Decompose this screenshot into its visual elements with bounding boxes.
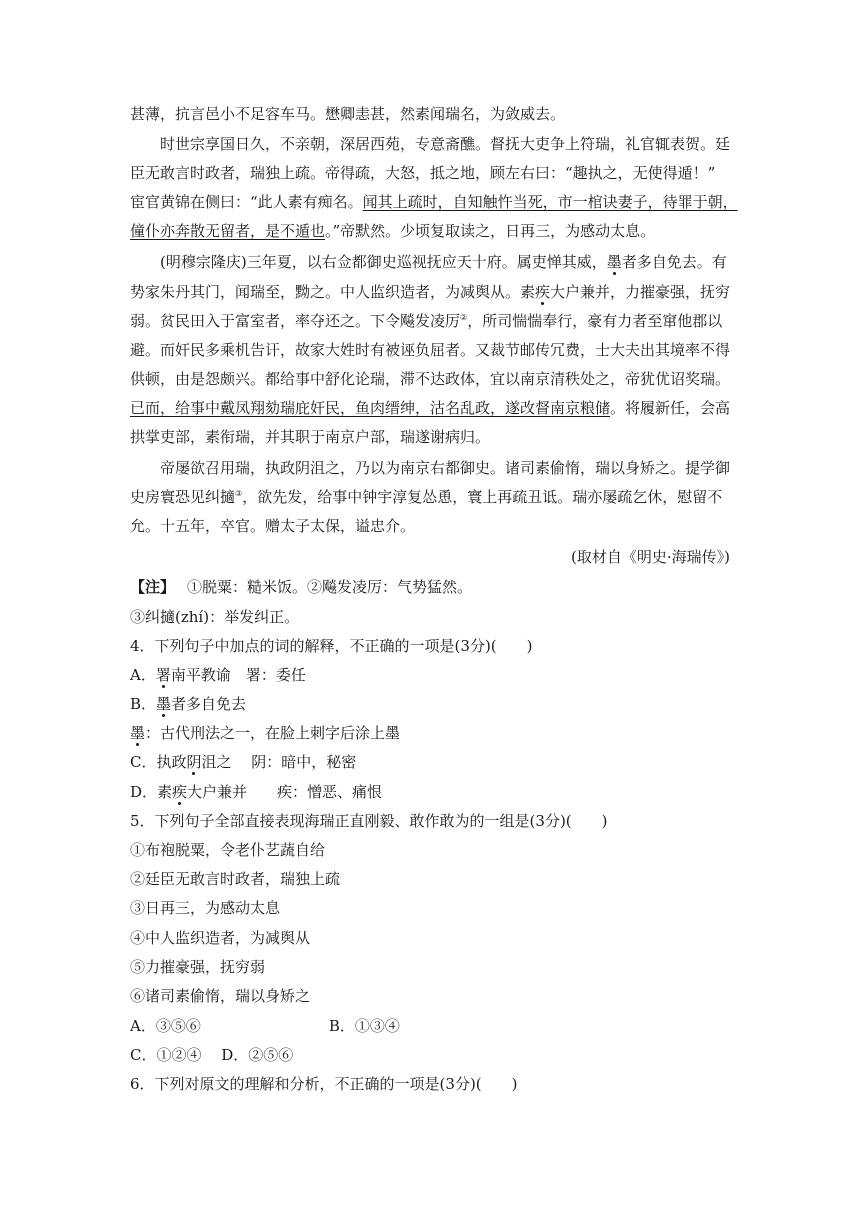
text-span: (明穆宗隆庆)三年夏，以右佥都御史巡视抚应天十府。属吏惮其威， <box>160 253 607 271</box>
option-text: ：古代刑法之一，在脸上刺字后涂上墨 <box>145 724 401 742</box>
q5-item: ⑥诸司素偷惰，瑞以身矫之 <box>130 987 311 1005</box>
text-span: 。”帝默然。少顷复取读之，日再三，为感动太息。 <box>325 222 656 240</box>
option-text: 沮之 阴：暗中，秘密 <box>201 753 357 771</box>
notes-line: ③纠擿(zhí)：举发纠正。 <box>130 608 300 626</box>
q4-option-a <box>130 664 306 686</box>
underlined-sentence: 闻其上疏时，自知触忤当死，市一棺诀妻子，待罪于朝， <box>362 193 738 211</box>
q5-item: ②廷臣无敢言时政者，瑞独上疏 <box>130 870 341 888</box>
q5-option-b: B．①③④ <box>328 1017 400 1035</box>
question-4-stem: 4．下列句子中加点的词的解释，不正确的一项是(3分)( ) <box>130 637 533 655</box>
option-label: D．素 <box>130 783 173 801</box>
text-span: 。将履新任，会高 <box>610 399 731 417</box>
text-span: 宦官黄锦在侧曰：“此人素有痴名。 <box>130 193 363 211</box>
text-span: 势家朱丹其门，闻瑞至，黝之。中人监织造者，为减舆从。素 <box>130 283 536 301</box>
text-span: ，欲先发，给事中钟宇淳复怂恿，寰上再疏丑诋。瑞亦屡疏乞休，慰留不 <box>242 488 723 506</box>
passage-line: 允。十五年，卒官。赠太子太保，谥忠介。 <box>130 517 416 535</box>
dotted-char: 疾 <box>172 783 188 801</box>
text-span: 大户兼并，力摧豪强，抚穷 <box>550 283 731 301</box>
q5-option-a: A．③⑤⑥ <box>130 1017 201 1035</box>
q4-option-d <box>130 781 382 803</box>
option-label: A． <box>130 666 156 684</box>
text-span: ，所司惴惴奉行，豪有力者至窜他郡以 <box>467 312 723 330</box>
passage-line: 避。而奸民多乘机告讦，故家大姓时有被诬负屈者。又裁节邮传冗费，士大夫出其境率不得 <box>130 341 731 359</box>
passage-line <box>130 397 730 419</box>
q5-item: ⑤力摧豪强，抚穷弱 <box>130 958 266 976</box>
q5-item: ④中人监织造者，为减舆从 <box>130 929 311 947</box>
text-span: 者多自免去。有 <box>621 253 727 271</box>
q5-options-row <box>130 1015 400 1037</box>
passage-line: 帝屡欲召用瑞，执政阴沮之，乃以为南京右都御史。诸司素偷惰，瑞以身矫之。提学御 <box>160 459 731 477</box>
option-text: 南平教谕 署：委任 <box>170 666 306 684</box>
option-label: C．执政 <box>130 753 187 771</box>
passage-line <box>130 220 655 242</box>
dotted-char: 墨 <box>606 253 622 271</box>
passage-line <box>130 281 730 303</box>
text-span: 史房寰恐见纠擿 <box>130 488 236 506</box>
text-span: 弱。贫民田入于富室者，率夺还之。下令飚发凌厉 <box>130 312 461 330</box>
passage-line: 供顿，由是怨颇兴。都给事中舒化论瑞，滞不达政体，宜以南京清秩处之，帝犹优诏奖瑞。 <box>130 370 731 388</box>
question-5-stem: 5．下列句子全部直接表现海瑞正直刚毅、敢作敢为的一组是(3分)( ) <box>130 812 608 830</box>
passage-line: 时世宗享国日久，不亲朝，深居西苑，专意斋醮。督抚大吏争上符瑞，礼官辄表贺。廷 <box>160 135 731 153</box>
option-label: B． <box>130 695 157 713</box>
passage-line: 甚薄，抗言邑小不足容车马。懋卿恚甚，然素闻瑞名，为敛威去。 <box>130 105 566 123</box>
passage-line <box>130 486 722 508</box>
q4-option-b-explanation <box>130 722 400 744</box>
q4-option-c <box>130 751 356 773</box>
q5-item: ③日再三，为感动太息 <box>130 899 281 917</box>
q5-item: ①布袍脱粟，令老仆艺蔬自给 <box>130 841 326 859</box>
q5-options-row: C．①②④ D．②⑤⑥ <box>130 1046 294 1064</box>
q4-option-b <box>130 693 246 715</box>
notes-label: 【注】 <box>130 578 176 596</box>
dotted-char: 阴 <box>186 753 202 771</box>
option-text: 大户兼并 疾：憎恶、痛恨 <box>187 783 383 801</box>
dotted-char: 疾 <box>535 283 551 301</box>
dotted-char: 署 <box>155 666 171 684</box>
note-text: ①脱粟：糙米饭。②飚发凌厉：气势猛然。 <box>187 578 473 596</box>
passage-line <box>130 191 738 213</box>
passage-line <box>130 310 722 332</box>
source-citation: (取材自《明史·海瑞传》) <box>571 548 730 566</box>
underlined-sentence: 僮仆亦奔散无留者，是不遁也 <box>130 222 326 240</box>
passage-line: 拱掌吏部，素衔瑞，并其职于南京户部，瑞遂谢病归。 <box>130 428 491 446</box>
option-text: 者多自免去 <box>171 695 247 713</box>
underlined-sentence: 已而，给事中戴凤翔劾瑞庇奸民，鱼肉缙绅，沽名乱政，遂改督南京粮储 <box>130 399 611 417</box>
dotted-char: 墨 <box>130 724 146 742</box>
passage-line: 臣无敢言时政者，瑞独上疏。帝得疏，大怒，抵之地，顾左右曰：“趣执之，无使得遁！” <box>130 164 716 182</box>
footnote-mark: ③ <box>235 489 243 498</box>
notes-line <box>130 576 472 598</box>
footnote-mark: ② <box>460 313 468 322</box>
passage-line <box>160 251 727 273</box>
dotted-char: 墨 <box>156 695 172 713</box>
question-6-stem: 6．下列对原文的理解和分析，不正确的一项是(3分)( ) <box>130 1075 518 1093</box>
